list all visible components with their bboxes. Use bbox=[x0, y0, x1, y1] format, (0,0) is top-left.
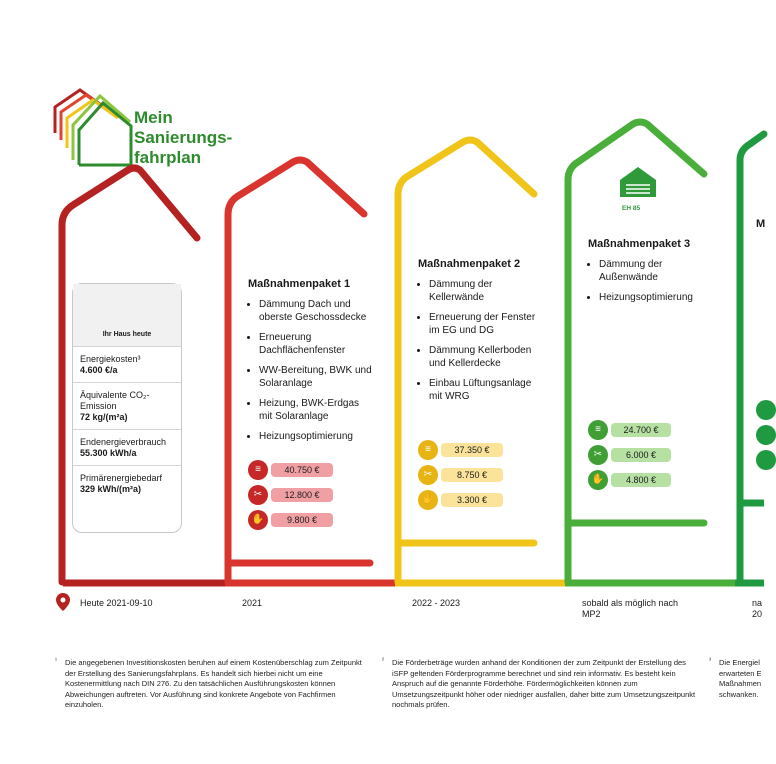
package-4-title-partial: M bbox=[756, 218, 766, 230]
package-1-cost-maintenance: 12.800 € bbox=[271, 488, 333, 502]
hand-coin-icon: ✋ bbox=[588, 470, 608, 490]
current-house-header bbox=[73, 284, 181, 347]
tools-icon bbox=[756, 425, 776, 445]
list-item: • Dämmung Dach und oberste Geschossdecke bbox=[259, 298, 373, 324]
eh85-badge-label: EH 85 bbox=[622, 205, 641, 212]
current-house-card bbox=[72, 283, 182, 533]
money-stack-icon: ≡ bbox=[588, 420, 608, 440]
hand-coin-icon: ✋ bbox=[418, 490, 438, 510]
energy-cost-row: Energiekosten³ 4.600 €/a bbox=[73, 347, 181, 383]
package-2-cost-maintenance: 8.750 € bbox=[441, 468, 503, 482]
list-item: • Dämmung Kellerboden und Kellerdecke bbox=[429, 344, 543, 370]
money-stack-icon bbox=[756, 400, 776, 420]
timeline-package-2: 2022 - 2023 bbox=[412, 598, 461, 608]
list-item: • WW-Bereitung, BWK und Solaranlage bbox=[259, 364, 373, 390]
footnote-3: ³ Die Energiel erwarteten E Maßnahmen schwanken. bbox=[709, 658, 762, 699]
package-1-title: Maßnahmenpaket 1 bbox=[248, 278, 351, 290]
package-3-cost-maintenance: 6.000 € bbox=[611, 448, 671, 462]
package-3 bbox=[588, 238, 708, 311]
package-3-cost-investment: 24.700 € bbox=[611, 423, 671, 437]
hand-coin-icon bbox=[756, 450, 776, 470]
package-3-cost-funding: 4.800 € bbox=[611, 473, 671, 487]
timeline-package-4: na 20 bbox=[752, 598, 763, 619]
money-stack-icon: ≡ bbox=[418, 440, 438, 460]
package-2-cost-investment: 37.350 € bbox=[441, 443, 503, 457]
list-item: • Einbau Lüftungsanlage mit WRG bbox=[429, 377, 543, 403]
hand-coin-icon: ✋ bbox=[248, 510, 268, 530]
timeline-package-1: 2021 bbox=[242, 598, 263, 608]
footnote-2: ² Die Förderbeträge wurden anhand der Konditionen der zum Zeitpunkt der Erstellung des iSFP geltenden Förderprogramme berechnet und sind rein informativ. Es besteht kein Anspruch auf die genannte Förderhöhe. Fördermöglichkeiten können zum Umsetzungszeitpunkt höher oder niedriger ausfallen, daher bitte zum Umsetzungszeitpunkt nochmals prüfen. bbox=[382, 658, 696, 709]
package-2-cost-funding: 3.300 € bbox=[441, 493, 503, 507]
list-item: • Heizungsoptimierung bbox=[599, 291, 708, 304]
list-item: • Heizungsoptimierung bbox=[259, 430, 373, 443]
tools-icon: ✂ bbox=[588, 445, 608, 465]
package-1-cost-funding: 9.800 € bbox=[271, 513, 333, 527]
location-pin-icon bbox=[56, 593, 70, 611]
logo-icon bbox=[55, 90, 131, 165]
list-item: • Erneuerung Dachflächenfenster bbox=[259, 331, 373, 357]
eh85-house-icon bbox=[620, 167, 656, 197]
tools-icon: ✂ bbox=[418, 465, 438, 485]
list-item: • Dämmung der Außenwände bbox=[599, 258, 708, 284]
timeline-today: Heute 2021-09-10 bbox=[80, 598, 153, 608]
list-item: • Dämmung der Kellerwände bbox=[429, 278, 543, 304]
package-1 bbox=[248, 278, 373, 450]
package-2-list bbox=[418, 278, 543, 403]
page-title: Mein Sanierungs- fahrplan bbox=[134, 108, 233, 167]
tools-icon: ✂ bbox=[248, 485, 268, 505]
package-3-list bbox=[588, 258, 708, 304]
list-item: • Erneuerung der Fenster im EG und DG bbox=[429, 311, 543, 337]
footnote-1: ¹ Die angegebenen Investitionskosten beruhen auf einem Kostenüberschlag zum Zeitpunkt der Erstellung des Sanierungsfahrplans. Es handelt sich hierbei nicht um eine Kostenermittlung nach DIN 276. Zu den tatsächlichen Ausführungskosten können Abweichungen auftreten. Vor Ausführung sind konkrete Angebote von Fachfirmen einzuholen. bbox=[55, 658, 362, 709]
primary-energy-row: Primärenergiebedarf 329 kWh/(m²a) bbox=[80, 473, 163, 494]
co2-row: Äquivalente CO₂-Emission 72 kg/(m²a) bbox=[73, 383, 181, 430]
package-2-title: Maßnahmenpaket 2 bbox=[418, 258, 521, 270]
package-1-list bbox=[248, 298, 373, 443]
package-2 bbox=[418, 258, 543, 410]
package-1-cost-investment: 40.750 € bbox=[271, 463, 333, 477]
package-3-title: Maßnahmenpaket 3 bbox=[588, 238, 691, 250]
final-energy-row: Endenergieverbrauch 55.300 kWh/a bbox=[73, 430, 181, 466]
timeline-package-3: sobald als möglich nach MP2 bbox=[582, 598, 679, 619]
list-item: • Heizung, BWK-Erdgas mit Solaranlage bbox=[259, 397, 373, 423]
money-stack-icon: ≡ bbox=[248, 460, 268, 480]
current-house-label: Ihr Haus heute bbox=[102, 331, 152, 338]
